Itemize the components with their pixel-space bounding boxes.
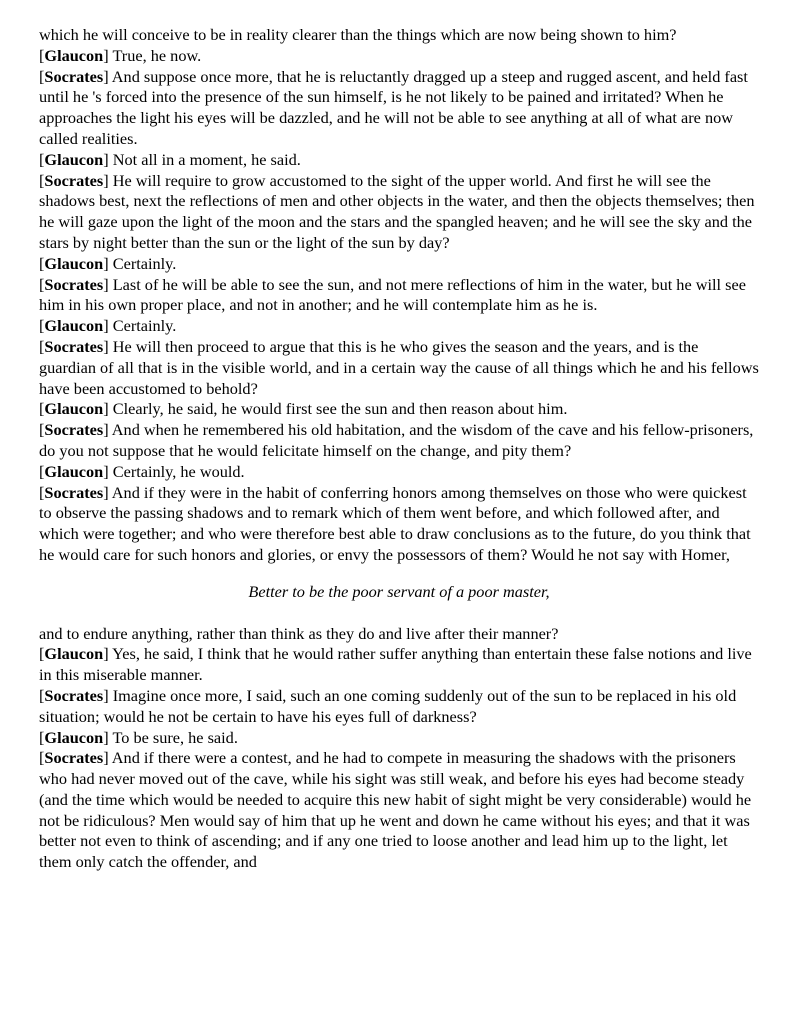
dialogue-line: [Socrates] And if they were in the habit of conferring honors among themselves on those who were quickest to observe the passing shadows and to remark which of them went before, and which followed after, and which were together; and who were therefore best able to draw conclusions as to the future, do you think that he would care for such honors and glories, or envy the possessors of them? Would he not say with Homer,: [39, 482, 751, 564]
dialogue-text: He will then proceed to argue that this is he who gives the season and the years, and is the guardian of all that is in the visible world, and in a certain way the cause of all things which he and his fellows have been accustomed to behold?: [39, 336, 759, 398]
dialogue-line: [Socrates] Imagine once more, I said, such an one coming suddenly out of the sun to be replaced in his old situation; would he not be certain to have his eyes full of darkness?: [39, 685, 737, 726]
dialogue-text: Certainly, he would.: [112, 461, 245, 481]
speaker-name: Glaucon: [44, 461, 104, 481]
dialogue-line: [Glaucon] Certainly.: [39, 253, 177, 273]
dialogue-line: [Socrates] He will require to grow accustomed to the sight of the upper world. And first he will see the shadows best, next the reflections of men and other objects in the water, and then the objects themselves; then he will gaze upon the light of the moon and the stars and the spangled heaven; and he will see the sky and the stars by night better than the sun or the light of the sun by day?: [39, 170, 755, 252]
speaker-name: Socrates: [44, 336, 104, 356]
dialogue-line: [Glaucon] Not all in a moment, he said.: [39, 149, 301, 169]
paragraph: [39, 25, 759, 46]
verse-quote: Better to be the poor servant of a poor master,: [248, 581, 550, 601]
dialogue-text: To be sure, he said.: [112, 727, 238, 747]
dialogue-line: [Glaucon] Certainly.: [39, 316, 177, 336]
speaker-name: Glaucon: [44, 727, 104, 747]
dialogue-line: [Socrates] And suppose once more, that he is reluctantly dragged up a steep and rugged ascent, and held fast until he 's forced into the presence of the sun himself, is he not likely to be pained and irritated? When he approaches the light his eyes will be dazzled, and he will not be able to see anything at all of what are now called realities.: [39, 66, 748, 148]
paragraph: [39, 624, 759, 645]
dialogue-text: And if they were in the habit of conferring honors among themselves on those who were quickest to observe the passing shadows and to remark which of them went before, and which followed after, and which were together; and who were therefore best able to draw conclusions as to the future, do you think that he would care for such honors and glories, or envy the possessors of them? Would he not say with Homer,: [39, 482, 751, 564]
speaker-name: Socrates: [44, 748, 104, 768]
paragraph-text: which he will conceive to be in reality clearer than the things which are now being shown to him?: [39, 25, 677, 44]
dialogue-line: [Glaucon] Yes, he said, I think that he would rather suffer anything than entertain these false notions and live in this miserable manner.: [39, 644, 752, 685]
dialogue-text: And suppose once more, that he is reluctantly dragged up a steep and rugged ascent, and held fast until he 's forced into the presence of the sun himself, is he not likely to be pained and irritated? When he approaches the light his eyes will be dazzled, and he will not be able to see anything at all of what are now called realities.: [39, 66, 748, 148]
paragraph-text: and to endure anything, rather than think as they do and live after their manner?: [39, 623, 559, 643]
speaker-name: Socrates: [44, 420, 104, 440]
dialogue-text: Last of he will be able to see the sun, and not mere reflections of him in the water, but he will see him in his own proper place, and not in another; and he will contemplate him as he is.: [39, 274, 746, 315]
dialogue-text: Yes, he said, I think that he would rather suffer anything than entertain these false notions and live in this miserable manner.: [39, 644, 752, 685]
dialogue-line: [Glaucon] Certainly, he would.: [39, 461, 245, 481]
dialogue-text: Not all in a moment, he said.: [112, 149, 301, 169]
dialogue-text: Certainly.: [112, 316, 177, 336]
speaker-name: Socrates: [44, 274, 104, 294]
dialogue-line: [Glaucon] True, he now.: [39, 45, 202, 65]
speaker-name: Glaucon: [44, 316, 104, 336]
speaker-name: Socrates: [44, 482, 104, 502]
dialogue-text: And when he remembered his old habitation, and the wisdom of the cave and his fellow-prisoners, do you not suppose that he would felicitate himself on the change, and pity them?: [39, 420, 754, 460]
dialogue-line: [Socrates] And if there were a contest, and he had to compete in measuring the shadows with the prisoners who had never moved out of the cave, while his sight was still weak, and before his eyes had become steady (and the time which would be needed to acquire this new habit of sight might be very considerable) would he not be ridiculous? Men would say of him that up he went and down he came without his eyes; and that it was better not even to think of ascending; and if any one tried to loose another and lead him up to the light, let them only catch the offender, and: [39, 748, 752, 872]
speaker-name: Glaucon: [44, 644, 104, 664]
speaker-name: Socrates: [44, 66, 104, 86]
dialogue-line: [Socrates] He will then proceed to argue that this is he who gives the season and the years, and is the guardian of all that is in the visible world, and in a certain way the cause of all things which he and his fellows have been accustomed to behold?: [39, 336, 759, 398]
dialogue-line: [Glaucon] To be sure, he said.: [39, 727, 238, 747]
dialogue-line: [Socrates] Last of he will be able to see the sun, and not mere reflections of him in the water, but he will see him in his own proper place, and not in another; and he will contemplate him as he is.: [39, 274, 746, 315]
speaker-name: Glaucon: [44, 149, 104, 169]
speaker-name: Glaucon: [44, 399, 104, 419]
dialogue-text: Imagine once more, I said, such an one coming suddenly out of the sun to be replaced in his old situation; would he not be certain to have his eyes full of darkness?: [39, 685, 737, 726]
speaker-name: Glaucon: [44, 253, 104, 273]
dialogue-line: [Glaucon] Clearly, he said, he would first see the sun and then reason about him.: [39, 399, 568, 419]
document-page: [39, 25, 759, 873]
speaker-name: Glaucon: [44, 45, 104, 65]
dialogue-text: Certainly.: [112, 253, 177, 273]
dialogue-text: Clearly, he said, he would first see the sun and then reason about him.: [112, 399, 568, 419]
speaker-name: Socrates: [44, 170, 104, 190]
dialogue-line: [Socrates] And when he remembered his old habitation, and the wisdom of the cave and his fellow-prisoners, do you not suppose that he would felicitate himself on the change, and pity them?: [39, 420, 754, 460]
speaker-name: Socrates: [44, 685, 104, 705]
dialogue-text: He will require to grow accustomed to the sight of the upper world. And first he will see the shadows best, next the reflections of men and other objects in the water, and then the objects themselves; then he will gaze upon the light of the moon and the stars and the spangled heaven; and he will see the sky and the stars by night better than the sun or the light of the sun by day?: [39, 170, 755, 252]
dialogue-text: And if there were a contest, and he had to compete in measuring the shadows with the prisoners who had never moved out of the cave, while his sight was still weak, and before his eyes had become steady (and the time which would be needed to acquire this new habit of sight might be very considerable) would he not be ridiculous? Men would say of him that up he went and down he came without his eyes; and that it was better not even to think of ascending; and if any one tried to loose another and lead him up to the light, let them only catch the offender, and: [39, 748, 752, 872]
dialogue-text: True, he now.: [112, 45, 202, 65]
